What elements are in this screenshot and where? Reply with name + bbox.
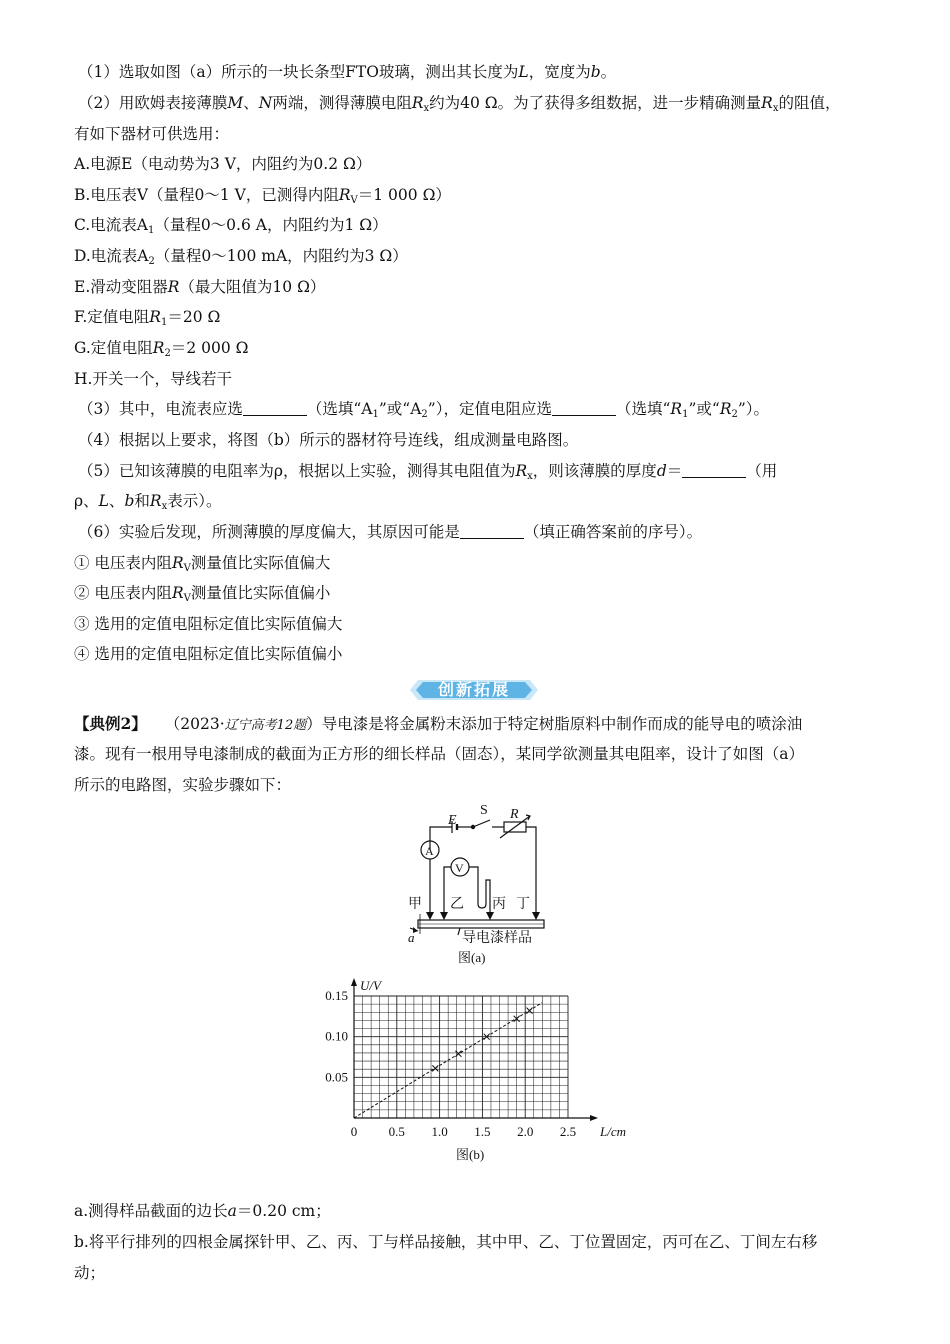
answer-blank[interactable] xyxy=(552,401,616,416)
u-l-chart xyxy=(318,976,628,1164)
option-c: C.电流表$A_1$（量程0～0.6 A，内阻约为1 Ω） xyxy=(74,216,388,236)
label-probe-yi: 乙 xyxy=(450,897,464,912)
choice-2: ② 电压表内阻$R_V$测量值比实际值偏小 xyxy=(74,584,331,604)
y-axis-label: U/V xyxy=(360,978,381,993)
label-voltmeter: V xyxy=(455,861,464,875)
x-axis-label: L/cm xyxy=(600,1124,626,1139)
x-axis-arrow xyxy=(590,1115,598,1121)
y-tick-label: 0.15 xyxy=(325,988,348,1003)
answer-blank[interactable] xyxy=(243,401,307,416)
y-tick-label: 0.10 xyxy=(325,1028,348,1044)
x-tick-label: 0 xyxy=(350,1124,358,1139)
example-source: 辽宁高考12题 xyxy=(224,718,307,733)
option-d: D.电流表$A_2$（量程0～100 mA，内阻约为3 Ω） xyxy=(74,247,408,267)
question-part-5: （5）已知该薄膜的电阻率为ρ，根据以上实验，测得其电阻值为$R_x$，则该薄膜的厚度d＝ （用 xyxy=(78,462,778,482)
x-tick-label: 1.0 xyxy=(431,1124,448,1139)
example-line-3: 所示的电路图，实验步骤如下： xyxy=(74,776,292,794)
choice-4: ④ 选用的定值电阻标定值比实际值偏小 xyxy=(74,645,343,663)
x-tick-label: 1.5 xyxy=(474,1124,491,1139)
x-tick-label: 0.5 xyxy=(388,1124,405,1139)
choice-1: ① 电压表内阻$R_V$测量值比实际值偏大 xyxy=(74,554,331,574)
figure-b-caption: 图(b) xyxy=(456,1147,485,1162)
choice-3: ③ 选用的定值电阻标定值比实际值偏大 xyxy=(74,615,343,633)
option-h: H.开关一个，导线若干 xyxy=(74,370,232,388)
option-a: A.电源E（电动势为3 V，内阻约为0.2 Ω） xyxy=(74,155,372,173)
circuit-diagram xyxy=(400,800,560,970)
example-tag: 【典例2】 xyxy=(74,714,147,733)
switch-blade xyxy=(473,820,490,827)
option-b: B.电压表V（量程0～1 V，已测得内阻$R_V=1$ 000 Ω） xyxy=(74,186,451,206)
chart-axes xyxy=(325,978,626,1139)
option-f: F.定值电阻$R_1=20$ Ω xyxy=(74,308,221,328)
label-probe-bing: 丙 xyxy=(492,897,506,912)
example-line-1: 【典例2】 （2023·辽宁高考12题）导电漆是将金属粉末添加于特定树脂原料中制作而成的能导电的喷涂油 xyxy=(74,714,803,733)
option-g: G.定值电阻$R_2=2$ 000 Ω xyxy=(74,339,249,359)
question-part-5-cont: ρ、L、b和$R_x$表示）。 xyxy=(74,492,222,512)
x-tick-label: 2.5 xyxy=(559,1124,577,1139)
answer-blank[interactable] xyxy=(460,524,524,539)
question-part-1: （1）选取如图（a）所示的一块长条型FTO玻璃，测出其长度为L，宽度为b。 xyxy=(78,63,617,81)
x-tick-label: 2.0 xyxy=(517,1124,534,1139)
option-e: E.滑动变阻器R（最大阻值为10 Ω） xyxy=(74,278,326,296)
example-line-2: 漆。现有一根用导电漆制成的截面为正方形的细长样品（固态），某同学欲测量其电阻率，设计了如图（a） xyxy=(74,745,804,763)
label-sample: 导电漆样品 xyxy=(462,931,532,946)
label-probe-ding: 丁 xyxy=(516,897,530,912)
data-point xyxy=(432,1065,438,1071)
step-b-cont: 动； xyxy=(74,1264,106,1282)
question-part-6: （6）实验后发现，所测薄膜的厚度偏大，其原因可能是 （填正确答案前的序号）。 xyxy=(78,523,703,541)
data-point xyxy=(455,1051,461,1057)
section-banner-title: 创新拓展 xyxy=(437,680,510,699)
question-part-3: （3）其中，电流表应选 （选填“$A_1$”或“$A_2$”），定值电阻应选 （选填“$R_1$”或“$R_2$”）。 xyxy=(78,400,770,420)
section-banner xyxy=(410,678,538,702)
answer-blank[interactable] xyxy=(682,463,746,478)
label-probe-jia: 甲 xyxy=(408,897,422,912)
figure-a-caption: 图(a) xyxy=(458,950,486,965)
question-part-4: （4）根据以上要求，将图（b）所示的器材符号连线，组成测量电路图。 xyxy=(78,431,579,449)
label-r: R xyxy=(510,807,519,822)
label-e: E xyxy=(448,813,457,828)
question-part-2-cont: 有如下器材可供选用： xyxy=(74,125,230,143)
step-b: b.将平行排列的四根金属探针甲、乙、丙、丁与样品接触，其中甲、乙、丁位置固定，丙可在乙、丁间左右移 xyxy=(74,1233,818,1251)
data-point xyxy=(526,1008,532,1014)
y-axis-arrow xyxy=(351,978,357,986)
question-part-2: （2）用欧姆表接薄膜M、N两端，测得薄膜电阻$R_x$约为40 Ω。为了获得多组数据，进一步精确测量$R_x$的阻值， xyxy=(78,94,841,114)
y-tick-label: 0.05 xyxy=(325,1069,348,1085)
label-a: a xyxy=(408,930,415,945)
step-a: a.测得样品截面的边长a＝0.20 cm； xyxy=(74,1202,331,1220)
label-ammeter: A xyxy=(425,844,434,858)
label-s: S xyxy=(480,803,488,818)
